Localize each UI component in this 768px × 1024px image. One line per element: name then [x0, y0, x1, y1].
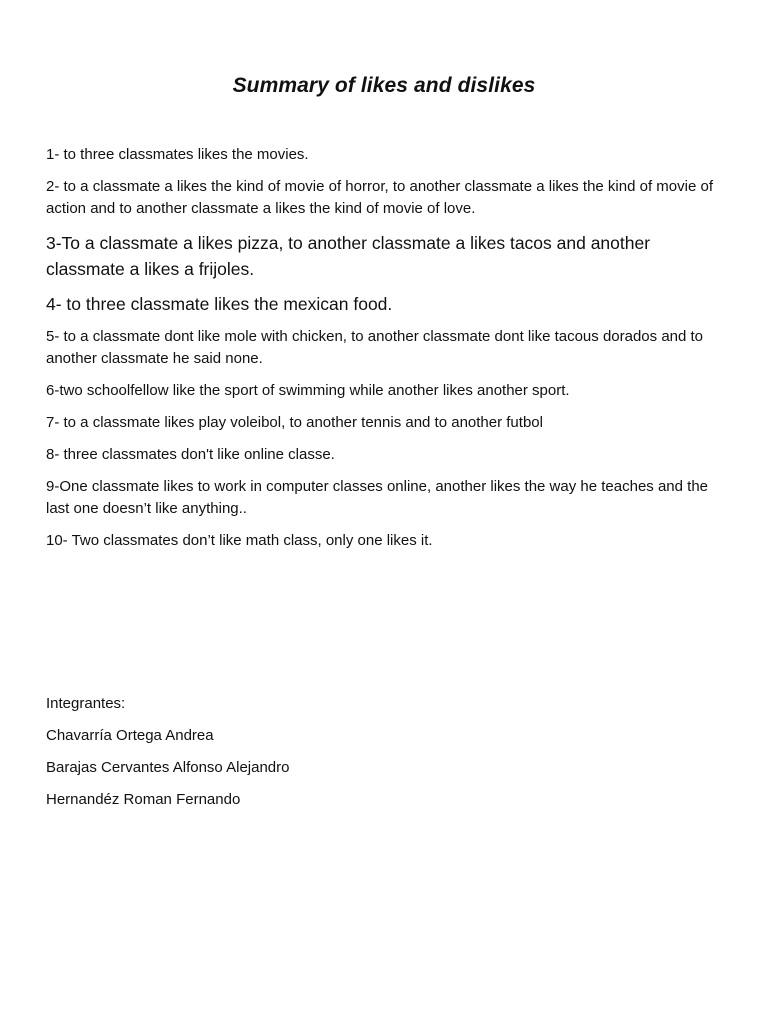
members-heading: Integrantes:	[46, 695, 126, 712]
member-name: Chavarría Ortega Andrea	[46, 727, 214, 744]
summary-item-3: 3-To a classmate a likes pizza, to another classmate a likes tacos and another classmate a likes a frijoles.	[46, 233, 651, 279]
document-title: Summary of likes and dislikes	[232, 74, 536, 97]
summary-item-4: 4- to three classmate likes the mexican food.	[46, 294, 393, 314]
summary-item-7: 7- to a classmate likes play voleibol, to another tennis and to another futbol	[46, 414, 543, 431]
summary-item-2: 2- to a classmate a likes the kind of movie of horror, to another classmate a likes the kind of movie of action and to another classmate a likes the kind of movie of love.	[46, 178, 713, 217]
member-name: Barajas Cervantes Alfonso Alejandro	[46, 759, 290, 776]
summary-list	[46, 144, 726, 562]
summary-item-1: 1- to three classmates likes the movies.	[46, 146, 309, 163]
summary-item-9: 9-One classmate likes to work in computer classes online, another likes the way he teaches and the last one doesn’t like anything..	[46, 478, 709, 517]
summary-item-8: 8- three classmates don't like online classe.	[46, 446, 335, 463]
summary-item-6: 6-two schoolfellow like the sport of swimming while another likes another sport.	[46, 382, 570, 399]
summary-item-5: 5- to a classmate dont like mole with chicken, to another classmate dont like tacous dorados and to another classmate he said none.	[46, 328, 704, 367]
summary-item-10: 10- Two classmates don’t like math class, only one likes it.	[46, 532, 433, 549]
members-section	[46, 693, 726, 821]
member-name: Hernandéz Roman Fernando	[46, 791, 241, 808]
